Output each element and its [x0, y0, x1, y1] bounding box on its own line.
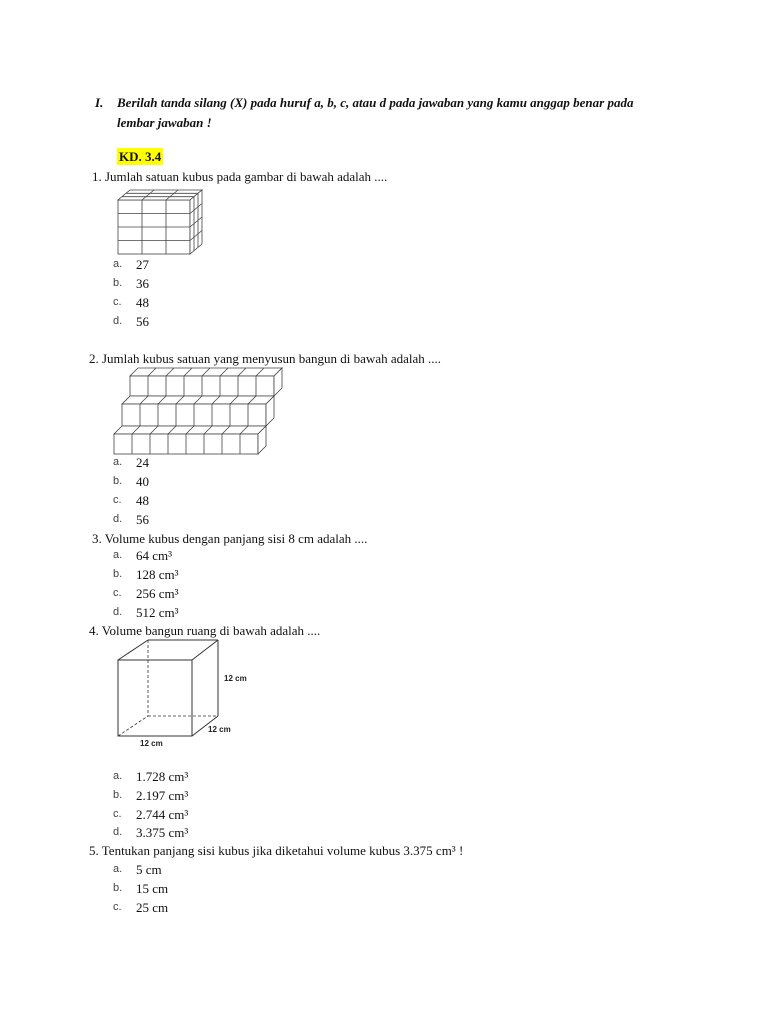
q5-option-a[interactable]: 5 cm — [136, 862, 162, 877]
figure-cube-12cm — [110, 636, 270, 752]
q4-option-a-letter: a. — [113, 770, 123, 782]
figure-cube-staircase — [114, 364, 286, 456]
q5-option-a-letter: a. — [113, 863, 123, 875]
question-1-text: 1. Jumlah satuan kubus pada gambar di bawah adalah .... — [92, 169, 388, 184]
q4-option-c-letter: c. — [113, 808, 122, 820]
q4-label-width: 12 cm — [140, 739, 163, 748]
q5-option-b-letter: b. — [113, 882, 123, 894]
q1-option-a[interactable]: 27 — [136, 257, 149, 272]
q4-option-d-letter: d. — [113, 826, 123, 838]
q4-option-d[interactable]: 3.375 cm³ — [136, 825, 189, 840]
q5-option-c-letter: c. — [113, 901, 122, 913]
q2-option-c[interactable]: 48 — [136, 493, 149, 508]
kd-label: KD. 3.4 — [119, 149, 162, 164]
instruction-number: I. — [95, 95, 104, 110]
q1-option-b[interactable]: 36 — [136, 276, 149, 291]
q2-option-b-letter: b. — [113, 475, 123, 487]
q3-option-a-letter: a. — [113, 549, 123, 561]
q4-option-a[interactable]: 1.728 cm³ — [136, 769, 189, 784]
q4-option-c[interactable]: 2.744 cm³ — [136, 807, 189, 822]
q1-option-a-letter: a. — [113, 258, 123, 270]
q1-option-b-letter: b. — [113, 277, 123, 289]
instruction-line-2: lembar jawaban ! — [117, 115, 212, 130]
question-5-text: 5. Tentukan panjang sisi kubus jika diketahui volume kubus 3.375 cm³ ! — [89, 843, 464, 858]
q3-option-c-letter: c. — [113, 587, 122, 599]
q1-option-c[interactable]: 48 — [136, 295, 149, 310]
figure-cube-block-4x3x3 — [110, 186, 210, 258]
q5-option-c[interactable]: 25 cm — [136, 900, 169, 915]
q3-option-d-letter: d. — [113, 606, 123, 618]
q2-option-a[interactable]: 24 — [136, 455, 149, 470]
q2-option-d-letter: d. — [113, 513, 123, 525]
question-4-text: 4. Volume bangun ruang di bawah adalah .... — [89, 623, 321, 638]
q2-option-c-letter: c. — [113, 494, 122, 506]
q2-option-b[interactable]: 40 — [136, 474, 149, 489]
instruction-line-1: Berilah tanda silang (X) pada huruf a, b, c, atau d pada jawaban yang kamu anggap benar pada — [117, 95, 634, 110]
q3-option-c[interactable]: 256 cm³ — [136, 586, 179, 601]
question-3-text: 3. Volume kubus dengan panjang sisi 8 cm adalah .... — [92, 531, 368, 546]
q2-option-a-letter: a. — [113, 456, 123, 468]
q4-option-b[interactable]: 2.197 cm³ — [136, 788, 189, 803]
q5-option-b[interactable]: 15 cm — [136, 881, 169, 896]
q3-option-d[interactable]: 512 cm³ — [136, 605, 179, 620]
q4-option-b-letter: b. — [113, 789, 123, 801]
q3-option-b-letter: b. — [113, 568, 123, 580]
q3-option-b[interactable]: 128 cm³ — [136, 567, 179, 582]
q2-option-d[interactable]: 56 — [136, 512, 149, 527]
q1-option-c-letter: c. — [113, 296, 122, 308]
q4-label-depth: 12 cm — [208, 725, 231, 734]
q4-label-height: 12 cm — [224, 674, 247, 683]
q3-option-a[interactable]: 64 cm³ — [136, 548, 173, 563]
q1-option-d-letter: d. — [113, 315, 123, 327]
q1-option-d[interactable]: 56 — [136, 314, 149, 329]
question-2-text: 2. Jumlah kubus satuan yang menyusun bangun di bawah adalah .... — [89, 351, 442, 366]
